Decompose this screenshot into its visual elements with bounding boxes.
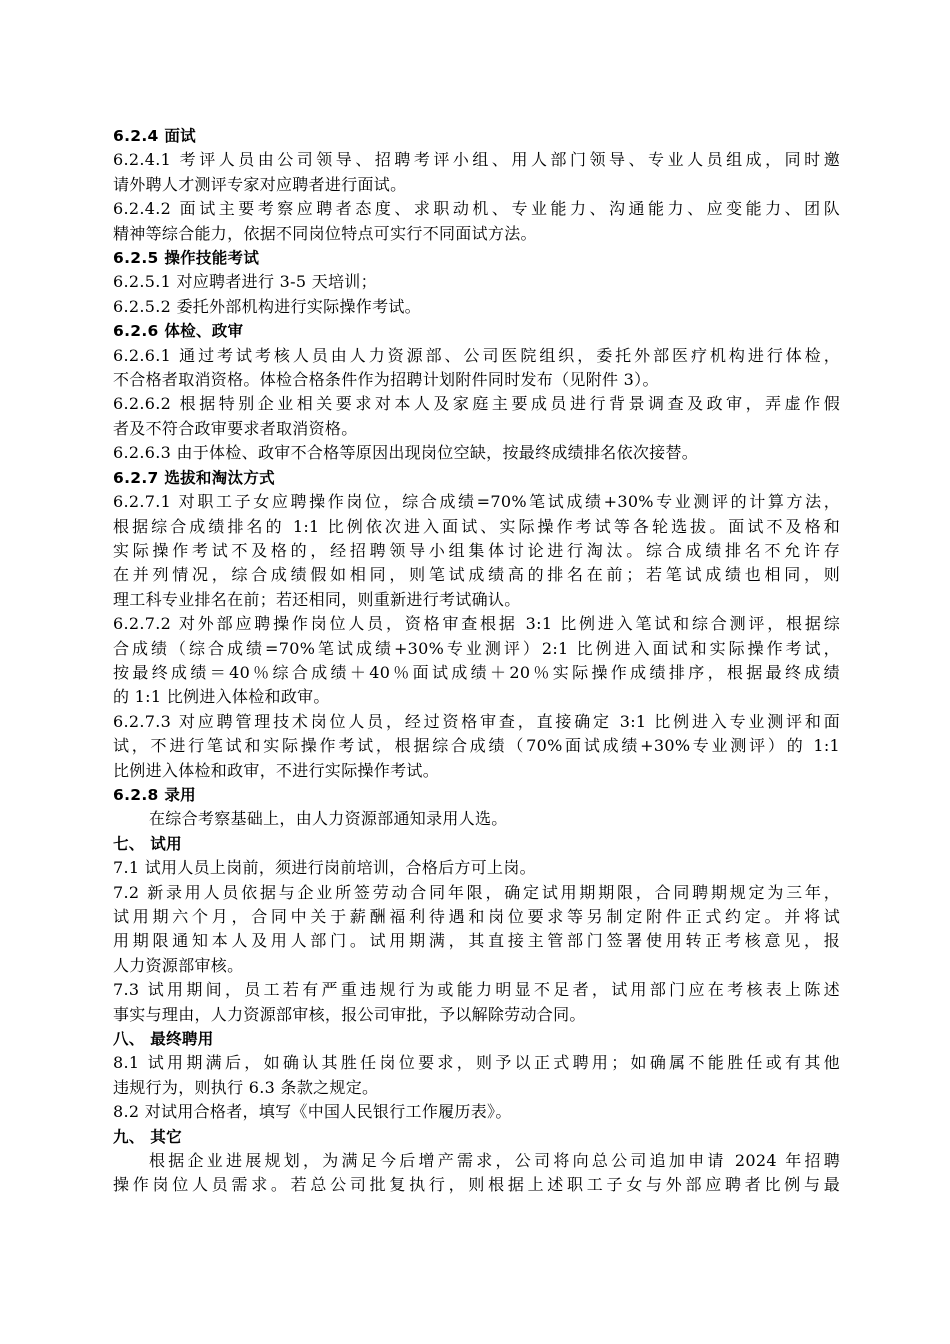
text-line: 在并列情况，综合成绩假如相同，则笔试成绩高的排名在前；若笔试成绩也相同，则 [113, 565, 840, 585]
text-line: 者及不符合政审要求者取消资格。 [113, 418, 358, 438]
text-line: 7.3 试用期间，员工若有严重违规行为或能力明显不足者，试用部门应在考核表上陈述 [113, 980, 840, 1000]
text-line: 8.1 试用期满后，如确认其胜任岗位要求，则予以正式聘用；如确属不能胜任或有其他 [113, 1053, 840, 1073]
text-line: 请外聘人才测评专家对应聘者进行面试。 [113, 174, 407, 194]
text-line: 根据企业进展规划，为满足今后增产需求，公司将向总公司追加申请 2024 年招聘 [149, 1151, 840, 1171]
text-line: 6.2.4.1 考评人员由公司领导、招聘考评小组、用人部门领导、专业人员组成，同时邀 [113, 150, 840, 170]
text-line: 试用期六个月，合同中关于薪酬福利待遇和岗位要求等另制定附件正式约定。并将试 [113, 907, 840, 926]
text-line: 6.2.7.1 对职工子女应聘操作岗位，综合成绩=70%笔试成绩+30%专业测评的计算方法， [113, 492, 840, 512]
text-line: 按最终成绩＝40％综合成绩＋40％面试成绩＋20％实际操作成绩排序，根据最终成绩 [113, 662, 840, 682]
text-line: 事实与理由，人力资源部审核，报公司审批，予以解除劳动合同。 [113, 1004, 586, 1024]
text-line: 6.2.4.2 面试主要考察应聘者态度、求职动机、专业能力、沟通能力、应变能力、团队 [113, 199, 840, 219]
text-line: 的 1:1 比例进入体检和政审。 [113, 687, 330, 707]
section-heading: 6.2.4 面试 [113, 127, 196, 145]
text-line: 违规行为，则执行 6.3 条款之规定。 [113, 1077, 379, 1097]
text-line: 用期限通知本人及用人部门。试用期满，其直接主管部门签署使用转正考核意见，报 [113, 931, 840, 951]
text-line: 6.2.6.3 由于体检、政审不合格等原因出现岗位空缺，按最终成绩排名依次接替。 [113, 443, 699, 463]
text-line: 合成绩（综合成绩=70%笔试成绩+30%专业测评）2:1 比例进入面试和实际操作考试， [113, 638, 840, 658]
text-line: 不合格者取消资格。体检合格条件作为招聘计划附件同时发布（见附件 3）。 [113, 370, 659, 390]
text-line: 7.2 新录用人员依据与企业所签劳动合同年限，确定试用期期限，合同聘期规定为三年， [113, 882, 840, 902]
text-line: 6.2.7.3 对应聘管理技术岗位人员，经过资格审查，直接确定 3:1 比例进入专业测评和面 [113, 711, 840, 731]
text-line: 8.2 对试用合格者，填写《中国人民银行工作履历表》。 [113, 1102, 512, 1122]
text-line: 6.2.6.1 通过考试考核人员由人力资源部、公司医院组织，委托外部医疗机构进行体检， [113, 345, 840, 365]
section-heading: 6.2.8 录用 [113, 785, 196, 804]
text-line: 7.1 试用人员上岗前，须进行岗前培训，合格后方可上岗。 [113, 858, 536, 878]
text-line: 试，不进行笔试和实际操作考试，根据综合成绩（70%面试成绩+30%专业测评）的 1:1 [113, 736, 840, 756]
text-line: 6.2.7.2 对外部应聘操作岗位人员，资格审查根据 3:1 比例进入笔试和综合测评，根据综 [113, 614, 840, 634]
text-line: 6.2.6.2 根据特别企业相关要求对本人及家庭主要成员进行背景调查及政审，弄虚作假 [113, 394, 840, 414]
section-heading: 6.2.5 操作技能考试 [113, 249, 260, 268]
text-line: 比例进入体检和政审，不进行实际操作考试。 [113, 760, 440, 780]
text-line: 人力资源部审核。 [113, 955, 244, 975]
text-line: 6.2.5.1 对应聘者进行 3-5 天培训； [113, 272, 377, 292]
section-heading: 6.2.7 选拔和淘汰方式 [113, 468, 275, 487]
text-line: 理工科专业排名在前；若还相同，则重新进行考试确认。 [113, 589, 521, 609]
section-heading: 6.2.6 体检、政审 [113, 322, 244, 341]
section-heading: 九、 其它 [113, 1127, 182, 1146]
text-line: 6.2.5.2 委托外部机构进行实际操作考试。 [113, 296, 421, 316]
document-body [113, 124, 840, 1198]
text-line: 在综合考察基础上，由人力资源部通知录用人选。 [149, 809, 508, 829]
text-line: 操作岗位人员需求。若总公司批复执行，则根据上述职工子女与外部应聘者比例与最 [113, 1175, 840, 1195]
section-heading: 七、 试用 [113, 834, 182, 853]
text-line: 根据综合成绩排名的 1:1 比例依次进入面试、实际操作考试等各轮选拔。面试不及格和 [113, 516, 840, 536]
text-line: 精神等综合能力，依据不同岗位特点可实行不同面试方法。 [113, 223, 537, 243]
text-line: 实际操作考试不及格的，经招聘领导小组集体讨论进行淘汰。综合成绩排名不允许存 [113, 540, 840, 560]
section-heading: 八、 最终聘用 [113, 1030, 214, 1049]
